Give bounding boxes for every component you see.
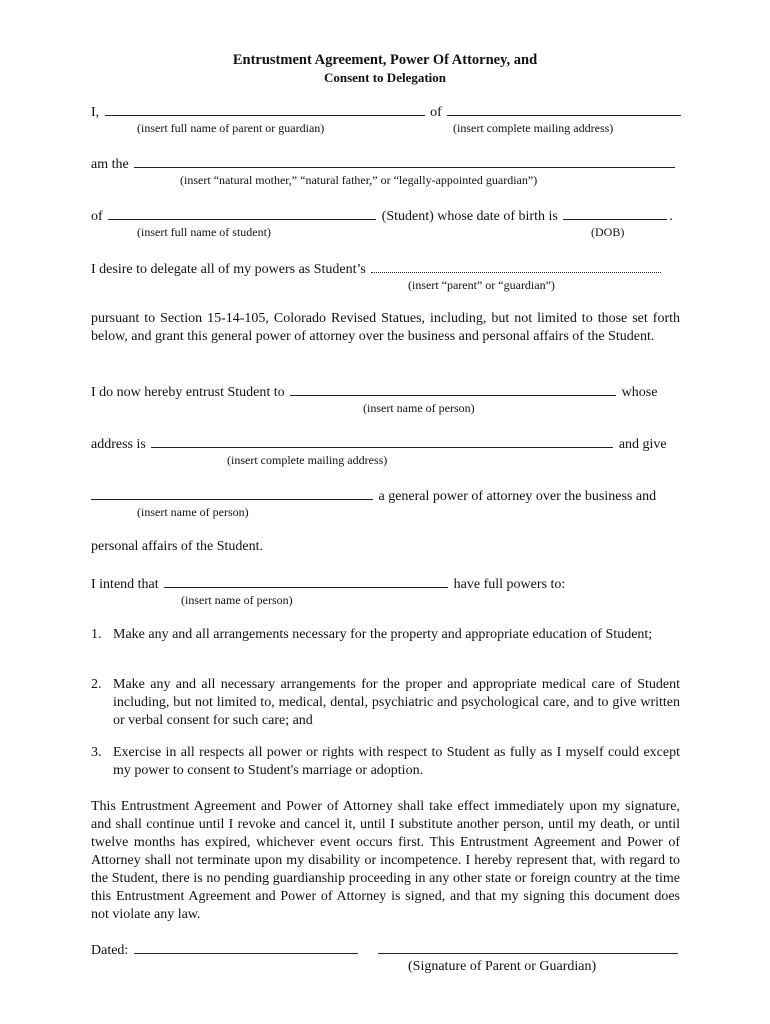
address-line bbox=[91, 434, 667, 453]
hint-entrusted-person: (insert name of person) bbox=[363, 401, 475, 415]
item-number: 3. bbox=[91, 745, 102, 760]
document-subtitle: Consent to Delegation bbox=[323, 70, 447, 85]
hint-parent-name: (insert full name of parent or guardian) bbox=[137, 121, 325, 135]
label-full-powers: have full powers to: bbox=[453, 577, 566, 592]
label-and-give: and give bbox=[618, 437, 667, 452]
parent-name-line bbox=[91, 102, 683, 121]
dated-line bbox=[91, 940, 360, 959]
intend-line bbox=[91, 574, 565, 593]
label-i: I, bbox=[91, 105, 100, 120]
hint-entrusted-address: (insert complete mailing address) bbox=[227, 453, 388, 467]
label-dob-text: (Student) whose date of birth is bbox=[381, 209, 558, 224]
list-item bbox=[91, 626, 680, 644]
student-dob-field[interactable] bbox=[563, 206, 667, 220]
relationship-line bbox=[91, 154, 677, 173]
hint-student-name: (insert full name of student) bbox=[137, 225, 271, 239]
label-dated: Dated: bbox=[91, 943, 129, 958]
delegate-line bbox=[91, 259, 663, 278]
item-text: Exercise in all respects all power or rights with respect to Student as fully as I myself could except my power to consent to Student's marriage or adoption. bbox=[113, 745, 680, 778]
hint-parent-or-guardian: (insert “parent” or “guardian”) bbox=[408, 278, 555, 292]
label-general-power: a general power of attorney over the business and bbox=[378, 489, 657, 504]
relationship-field[interactable] bbox=[134, 154, 675, 168]
hint-parent-address: (insert complete mailing address) bbox=[453, 121, 614, 135]
effect-paragraph: This Entrustment Agreement and Power of Attorney shall take effect immediately upon my signature, and shall continue until I revoke and cancel it, until I substitute another person, until my death, or until twelve months has expired, whichever event occurs first. This Entrustment Agreement and Power of Attorney shall not terminate upon my disability or incompetence. I hereby represent that, with regard to the Student, there is no pending guardianship proceeding in any other state or foreign country at the time this Entrustment Agreement and Power of Attorney is signed, and that my signing this document does not violate any law. bbox=[91, 799, 680, 922]
power-of-attorney-line bbox=[91, 486, 656, 505]
entrust-line bbox=[91, 382, 657, 401]
label-entrust: I do now hereby entrust Student to bbox=[91, 385, 285, 400]
hint-signature: (Signature of Parent or Guardian) bbox=[408, 959, 597, 974]
signature-field[interactable] bbox=[378, 940, 678, 954]
list-item bbox=[91, 744, 680, 780]
student-line bbox=[91, 206, 673, 225]
attorney-name-field[interactable] bbox=[91, 486, 373, 500]
label-whose: whose bbox=[621, 385, 658, 400]
label-address-is: address is bbox=[91, 437, 146, 452]
hint-attorney-name: (insert name of person) bbox=[137, 505, 249, 519]
entrusted-address-field[interactable] bbox=[151, 434, 613, 448]
label-of-student: of bbox=[91, 209, 103, 224]
label-of: of bbox=[430, 105, 442, 120]
list-item bbox=[91, 676, 680, 730]
period: . bbox=[669, 209, 673, 224]
hint-relationship: (insert “natural mother,” “natural father,” or “legally-appointed guardian”) bbox=[180, 173, 538, 187]
hint-dob: (DOB) bbox=[591, 225, 625, 239]
signature-line bbox=[378, 940, 680, 959]
personal-affairs-line: personal affairs of the Student. bbox=[91, 539, 263, 554]
label-intend-that: I intend that bbox=[91, 577, 159, 592]
item-number: 1. bbox=[91, 627, 102, 642]
item-text: Make any and all arrangements necessary for the property and appropriate education of Student; bbox=[113, 627, 653, 642]
item-text: Make any and all necessary arrangements for the proper and appropriate medical care of Student including, but not limited to, medical, dental, psychiatric and psychological care, and to give written or verbal consent for such care; and bbox=[113, 677, 680, 728]
pursuant-paragraph: pursuant to Section 15-14-105, Colorado Revised Statues, including, but not limited to those set forth below, and grant this general power of attorney over the business and personal affairs of the Student. bbox=[91, 311, 680, 344]
student-name-field[interactable] bbox=[108, 206, 376, 220]
label-am-the: am the bbox=[91, 157, 129, 172]
date-field[interactable] bbox=[134, 940, 358, 954]
hint-full-powers-person: (insert name of person) bbox=[181, 593, 293, 607]
label-delegate: I desire to delegate all of my powers as Student’s bbox=[91, 262, 366, 277]
full-powers-person-field[interactable] bbox=[164, 574, 448, 588]
document-title: Entrustment Agreement, Power Of Attorney, and bbox=[232, 52, 538, 68]
parent-address-field[interactable] bbox=[447, 102, 681, 116]
parent-name-field[interactable] bbox=[105, 102, 425, 116]
parent-or-guardian-field[interactable] bbox=[371, 259, 661, 273]
entrusted-person-field[interactable] bbox=[290, 382, 616, 396]
item-number: 2. bbox=[91, 677, 102, 692]
